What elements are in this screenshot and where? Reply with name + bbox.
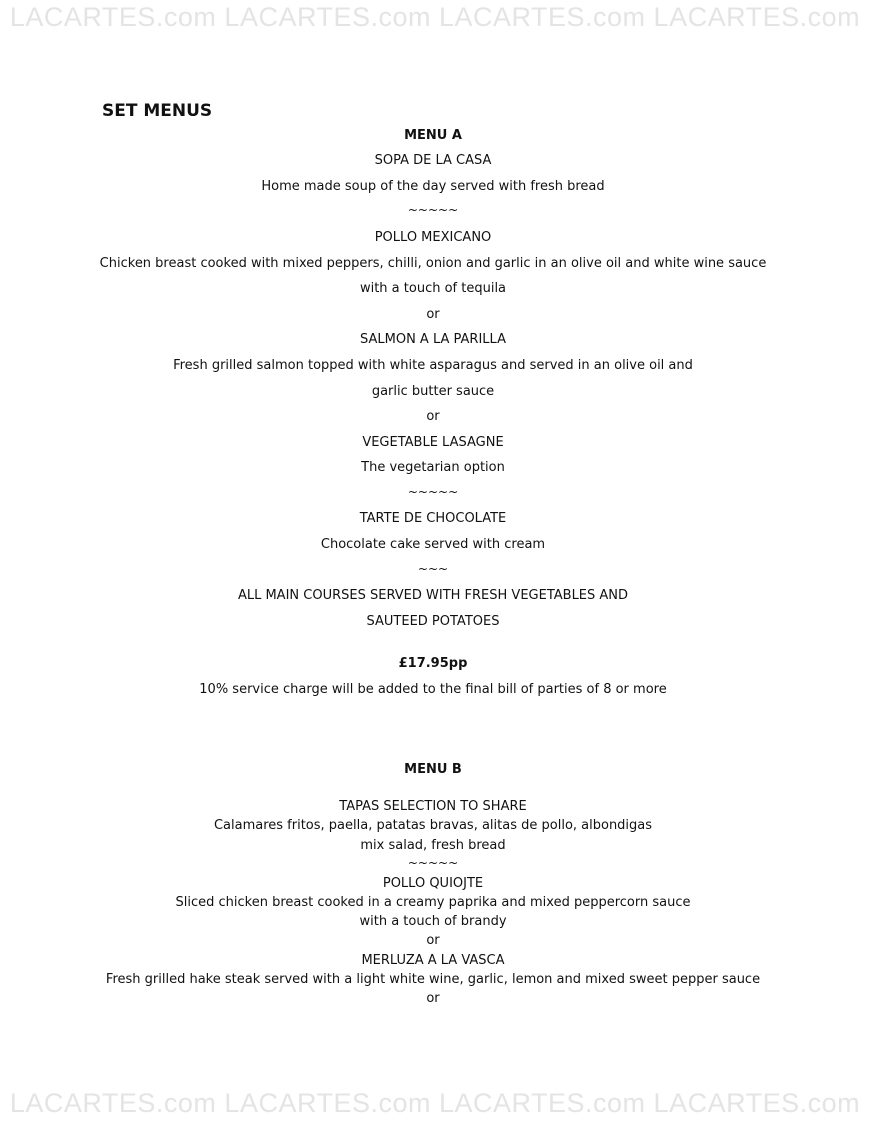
menu-b-starter-desc: mix salad, fresh bread <box>360 838 506 853</box>
menu-b-or: or <box>426 991 440 1006</box>
menu-a-dessert-desc: Chocolate cake served with cream <box>320 537 546 552</box>
menu-b-title: MENU B <box>404 762 462 777</box>
watermark-bottom: LACARTES.com LACARTES.com LACARTES.com LACARTES.com <box>9 1088 861 1118</box>
menu-b-starter-name: TAPAS SELECTION TO SHARE <box>339 799 527 814</box>
menu-b-separator: ~~~~~ <box>407 856 459 870</box>
menu-a-price: £17.95pp <box>398 656 468 671</box>
menu-a-main-1-desc: Chicken breast cooked with mixed peppers, chilli, onion and garlic in an olive oil and white wine sauce <box>99 256 767 271</box>
menu-b-main-2-name: MERLUZA A LA VASCA <box>361 953 505 968</box>
menu-b-main-1-name: POLLO QUIOJTE <box>382 876 484 891</box>
menu-a-main-1-desc: with a touch of tequila <box>359 281 507 296</box>
menu-a-main-2-desc: garlic butter sauce <box>371 384 495 399</box>
menu-a-main-3-name: VEGETABLE LASAGNE <box>362 435 504 450</box>
menu-a-starter-name: SOPA DE LA CASA <box>374 153 492 168</box>
menu-a-note: ALL MAIN COURSES SERVED WITH FRESH VEGETABLES AND <box>237 588 629 603</box>
menu-a-separator: ~~~~~ <box>407 203 459 217</box>
menu-a-service-charge: 10% service charge will be added to the final bill of parties of 8 or more <box>199 682 667 697</box>
menu-b-or: or <box>426 933 440 948</box>
menu-b-starter-desc: Calamares fritos, paella, patatas bravas, alitas de pollo, albondigas <box>213 818 653 833</box>
menu-a-title: MENU A <box>404 128 462 143</box>
menu-a-separator: ~~~~~ <box>407 485 459 499</box>
page-title: SET MENUS <box>102 101 213 121</box>
menu-a-or: or <box>426 409 440 424</box>
watermark-top: LACARTES.com LACARTES.com LACARTES.com LACARTES.com <box>9 2 861 32</box>
menu-a-starter-desc: Home made soup of the day served with fresh bread <box>261 179 605 194</box>
menu-b-main-1-desc: Sliced chicken breast cooked in a creamy paprika and mixed peppercorn sauce <box>175 895 691 910</box>
menu-a-note: SAUTEED POTATOES <box>366 614 500 629</box>
menu-b-main-2-desc: Fresh grilled hake steak served with a light white wine, garlic, lemon and mixed sweet pepper sauce <box>105 972 761 987</box>
menu-a-main-2-name: SALMON A LA PARILLA <box>360 332 506 347</box>
menu-a-main-2-desc: Fresh grilled salmon topped with white asparagus and served in an olive oil and <box>173 358 693 373</box>
menu-a-separator: ~~~ <box>417 562 449 576</box>
menu-a-main-3-desc: The vegetarian option <box>361 460 505 475</box>
menu-a-dessert-name: TARTE DE CHOCOLATE <box>359 511 507 526</box>
menu-b-main-1-desc: with a touch of brandy <box>359 914 507 929</box>
menu-a-or: or <box>426 307 440 322</box>
menu-a-main-1-name: POLLO MEXICANO <box>374 230 492 245</box>
